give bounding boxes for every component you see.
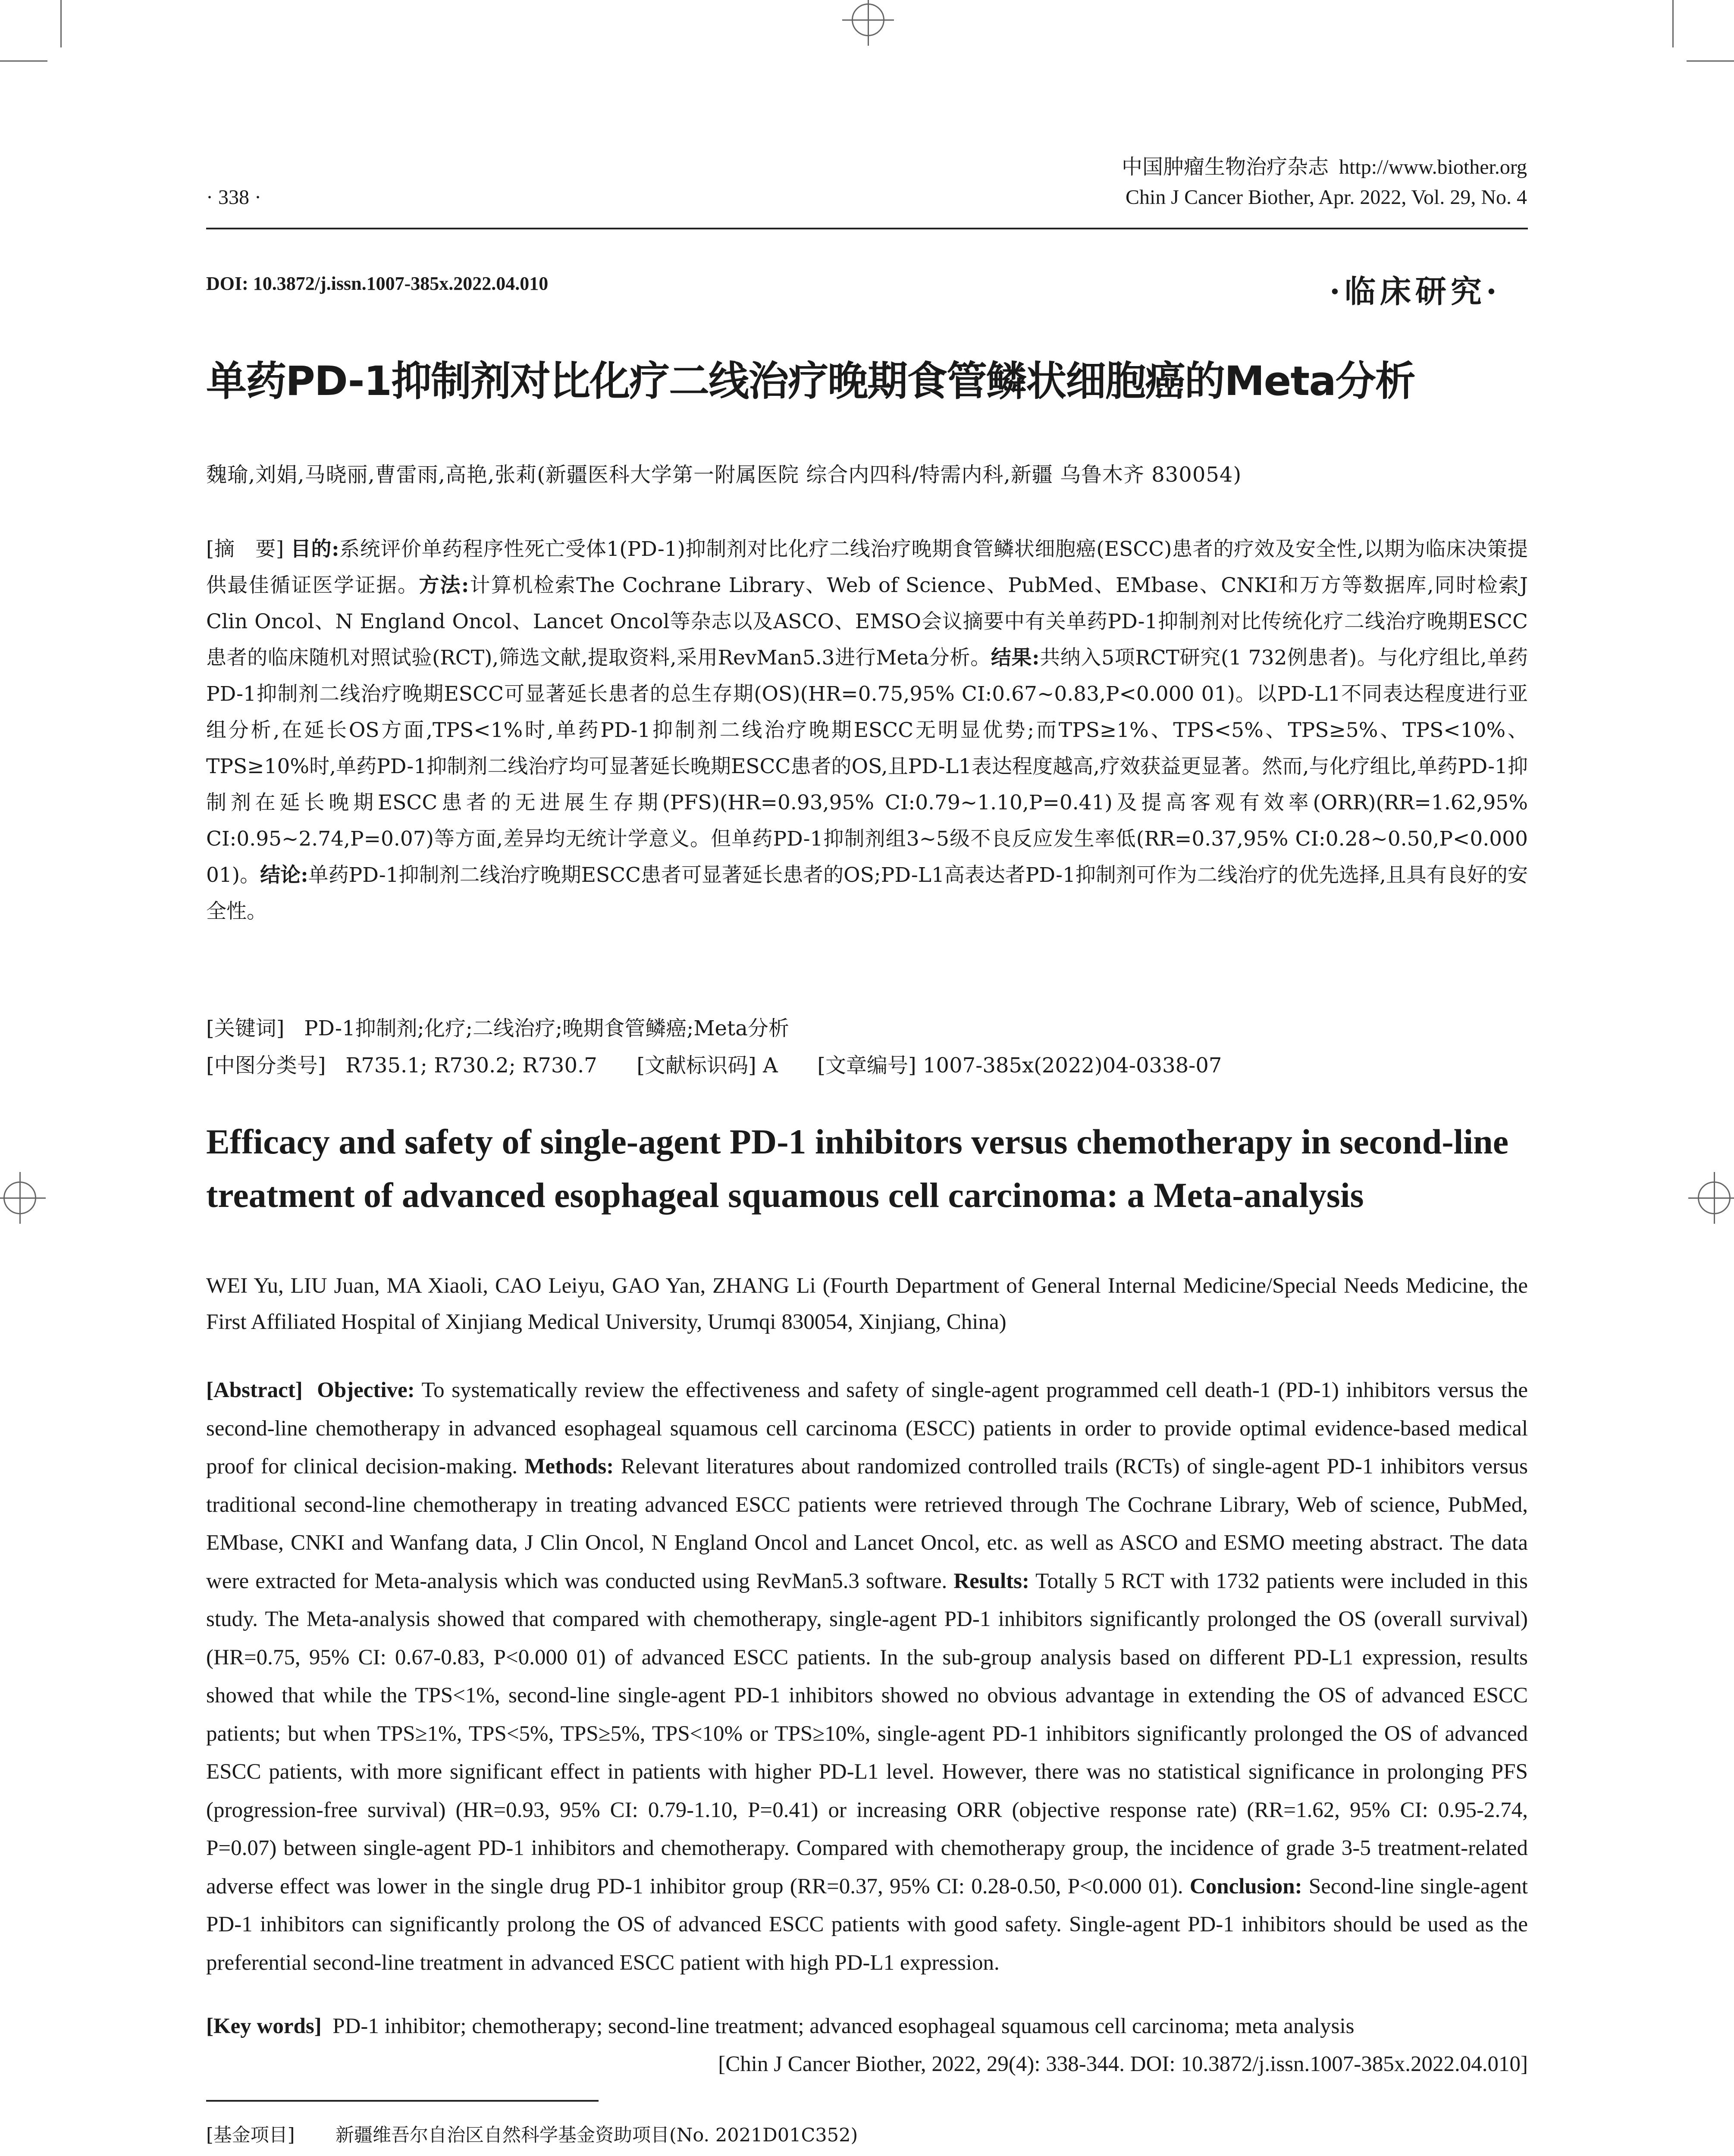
cn-abstract (206, 531, 1528, 930)
article-no-value: 1007-385x(2022)04-0338-07 (923, 1053, 1222, 1078)
en-keywords-text: PD-1 inhibitor; chemotherapy; second-line treatment; advanced esophageal squamous cell carcinoma; meta analysis (332, 2014, 1355, 2038)
en-objective: To systematically review the effectiveness and safety of single-agent programmed cell death-1 (PD-1) inhibitors versus the second-line chemotherapy in advanced esophageal squamous cell carcinoma (ESCC) patients in order to provide optimal evidence-based medical proof for clinical decision-making. (206, 1378, 1528, 1479)
journal-cn-text: 中国肿瘤生物治疗杂志 (1122, 156, 1329, 179)
doi[interactable]: DOI: 10.3872/j.issn.1007-385x.2022.04.010 (206, 273, 549, 294)
doc-code-label: [文献标识码] (637, 1053, 756, 1078)
registration-mark-icon (1698, 1181, 1731, 1214)
journal-url[interactable]: http://www.biother.org (1339, 156, 1527, 179)
en-authors: WEI Yu, LIU Juan, MA Xiaoli, CAO Leiyu, GAO Yan, ZHANG Li (Fourth Department of General Internal Medicine/Special Needs Medicine, the First Affiliated Hospital of Xinjiang Medical University, Urumqi 830054, Xinjiang, China) (206, 1274, 1528, 1334)
cn-conclusion: 单药PD-1抑制剂二线治疗晚期ESCC患者可显著延长患者的OS;PD-L1高表达者PD-1抑制剂可作为二线治疗的优先选择,且具有良好的安全性。 (206, 863, 1528, 923)
doc-code-value: A (763, 1053, 778, 1078)
registration-mark-icon (3, 1181, 36, 1214)
article-no-label: [文章编号] (817, 1053, 916, 1078)
citation: [Chin J Cancer Biother, 2022, 29(4): 338-344. DOI: 10.3872/j.issn.1007-385x.2022.04.010] (718, 2052, 1528, 2076)
en-keywords-label: [Key words] (206, 2014, 322, 2038)
footnote-text: 新疆维吾尔自治区自然科学基金资助项目(No. 2021D01C352) (336, 2125, 858, 2146)
crop-mark (1687, 60, 1734, 62)
cn-methods: 计算机检索The Cochrane Library、Web of Science、PubMed、EMbase、CNKI和万方等数据库,同时检索J Clin Oncol、N England Oncol、Lancet Oncol等杂志以及ASCO、EMSO会议摘要中有关单药PD-1抑制剂对比传统化疗二线治疗晚期ESCC患者的临床随机对照试验(RCT),筛选文献,提取资料,采用RevMan5.3进行Meta分析。 (206, 573, 1528, 670)
cn-methods-label: 方法: (419, 573, 469, 597)
cn-keywords-text: PD-1抑制剂;化疗;二线治疗;晚期食管鳞癌;Meta分析 (304, 1016, 789, 1040)
footnote-funding (206, 2121, 858, 2147)
cn-keywords (206, 1012, 789, 1041)
en-title: Efficacy and safety of single-agent PD-1 inhibitors versus chemotherapy in second-line treatment of advanced esophageal squamous cell carcinoma: a Meta-analysis (206, 1122, 1509, 1215)
section-label: ·临床研究· (1329, 273, 1501, 310)
en-methods: Relevant literatures about randomized controlled trails (RCTs) of single-agent PD-1 inhibitors versus traditional second-line chemotherapy in treating advanced ESCC patients were retrieved through The Cochrane Library, Web of science, PubMed, EMbase, CNKI and Wanfang data, J Clin Oncol, N England Oncol and Lancet Oncol, etc. as well as ASCO and ESMO meeting abstract. The data were extracted for Meta-analysis which was conducted using RevMan5.3 software. (206, 1454, 1528, 1593)
header-rule (206, 228, 1528, 229)
cn-objective: 系统评价单药程序性死亡受体1(PD-1)抑制剂对比化疗二线治疗晚期食管鳞状细胞癌(ESCC)患者的疗效及安全性,以期为临床决策提供最佳循证医学证据。 (206, 537, 1528, 597)
en-keywords (206, 2014, 1528, 2039)
journal-name-cn (1122, 150, 1527, 180)
page-number: · 338 · (206, 186, 261, 209)
en-conclusion: Second-line single-agent PD-1 inhibitors can significantly prolong the OS of advanced ESCC patients with good safety. Single-agent PD-1 inhibitors should be used as the preferential second-line treatment in advanced ESCC patient with high PD-L1 expression. (206, 1874, 1528, 1975)
cn-results-label: 结果: (991, 646, 1040, 670)
journal-name-en: Chin J Cancer Biother, Apr. 2022, Vol. 29, No. 4 (1126, 186, 1527, 209)
crop-mark (0, 60, 47, 62)
cn-authors: 魏瑜,刘娟,马晓丽,曹雷雨,高艳,张莉(新疆医科大学第一附属医院 综合内四科/特需内科,新疆 乌鲁木齐 830054) (206, 463, 1242, 487)
cn-classification (206, 1049, 1222, 1078)
cn-results: 共纳入5项RCT研究(1 732例患者)。与化疗组比,单药PD-1抑制剂二线治疗晚期ESCC可显著延长患者的总生存期(OS)(HR=0.75,95% CI:0.67~0.83,P<0.000 01)。以PD-L1不同表达程度进行亚组分析,在延长OS方面,TPS<1%时,单药PD-1抑制剂二线治疗晚期ESCC无明显优势;而TPS≥1%、TPS<5%、TPS≥5%、TPS<10%、TPS≥10%时,单药PD-1抑制剂二线治疗均可显著延长晚期ESCC患者的OS,且PD-L1表达程度越高,疗效获益更显著。然而,与化疗组比,单药PD-1抑制剂在延长晚期ESCC患者的无进展生存期(PFS)(HR=0.93,95% CI:0.79~1.10,P=0.41)及提高客观有效率(ORR)(RR=1.62,95% CI:0.95~2.74,P=0.07)等方面,差异均无统计学意义。但单药PD-1抑制剂组3~5级不良反应发生率低(RR=0.37,95% CI:0.28~0.50,P<0.000 01)。 (206, 646, 1528, 887)
crop-mark (1672, 0, 1674, 47)
en-conclusion-label: Conclusion: (1189, 1874, 1302, 1899)
en-abstract-label: [Abstract] (206, 1378, 303, 1402)
crop-mark (60, 0, 62, 47)
cn-keywords-label: [关键词] (206, 1016, 285, 1040)
cn-title: 单药PD-1抑制剂对比化疗二线治疗晚期食管鳞状细胞癌的Meta分析 (206, 358, 1415, 405)
en-results: Totally 5 RCT with 1732 patients were included in this study. The Meta-analysis showed that compared with chemotherapy, single-agent PD-1 inhibitors significantly prolonged the OS (overall survival) (HR=0.75, 95% CI: 0.67-0.83, P<0.000 01) of advanced ESCC patients. In the sub-group analysis based on different PD-L1 expression, results showed that while the TPS<1%, second-line single-agent PD-1 inhibitors showed no obvious advantage in extending the OS of advanced ESCC patients; but when TPS≥1%, TPS<5%, TPS≥5%, TPS<10% or TPS≥10%, single-agent PD-1 inhibitors significantly prolonged the OS of advanced ESCC patients, with more significant effect in patients with higher PD-L1 level. However, there was no statistical significance in prolonging PFS (progression-free survival) (HR=0.93, 95% CI: 0.79-1.10, P=0.41) or increasing ORR (objective response rate) (RR=1.62, 95% CI: 0.95-2.74, P=0.07) between single-agent PD-1 inhibitors and chemotherapy. Compared with chemotherapy group, the incidence of grade 3-5 treatment-related adverse effect was lower in the single drug PD-1 inhibitor group (RR=0.37, 95% CI: 0.28-0.50, P<0.000 01). (206, 1569, 1528, 1899)
cn-conclusion-label: 结论: (260, 863, 308, 887)
footnote-label: [基金项目] (206, 2125, 295, 2146)
en-methods-label: Methods: (524, 1454, 614, 1479)
en-results-label: Results: (953, 1569, 1029, 1593)
en-abstract (206, 1371, 1528, 1982)
clc-value: R735.1; R730.2; R730.7 (345, 1053, 597, 1078)
cn-objective-label: 目的: (290, 537, 339, 561)
registration-mark-icon (852, 3, 884, 36)
en-objective-label: Objective: (317, 1378, 415, 1402)
clc-label: [中图分类号] (206, 1053, 326, 1078)
cn-abstract-label: [摘 要] (206, 537, 284, 561)
footnote-rule (206, 2100, 599, 2102)
